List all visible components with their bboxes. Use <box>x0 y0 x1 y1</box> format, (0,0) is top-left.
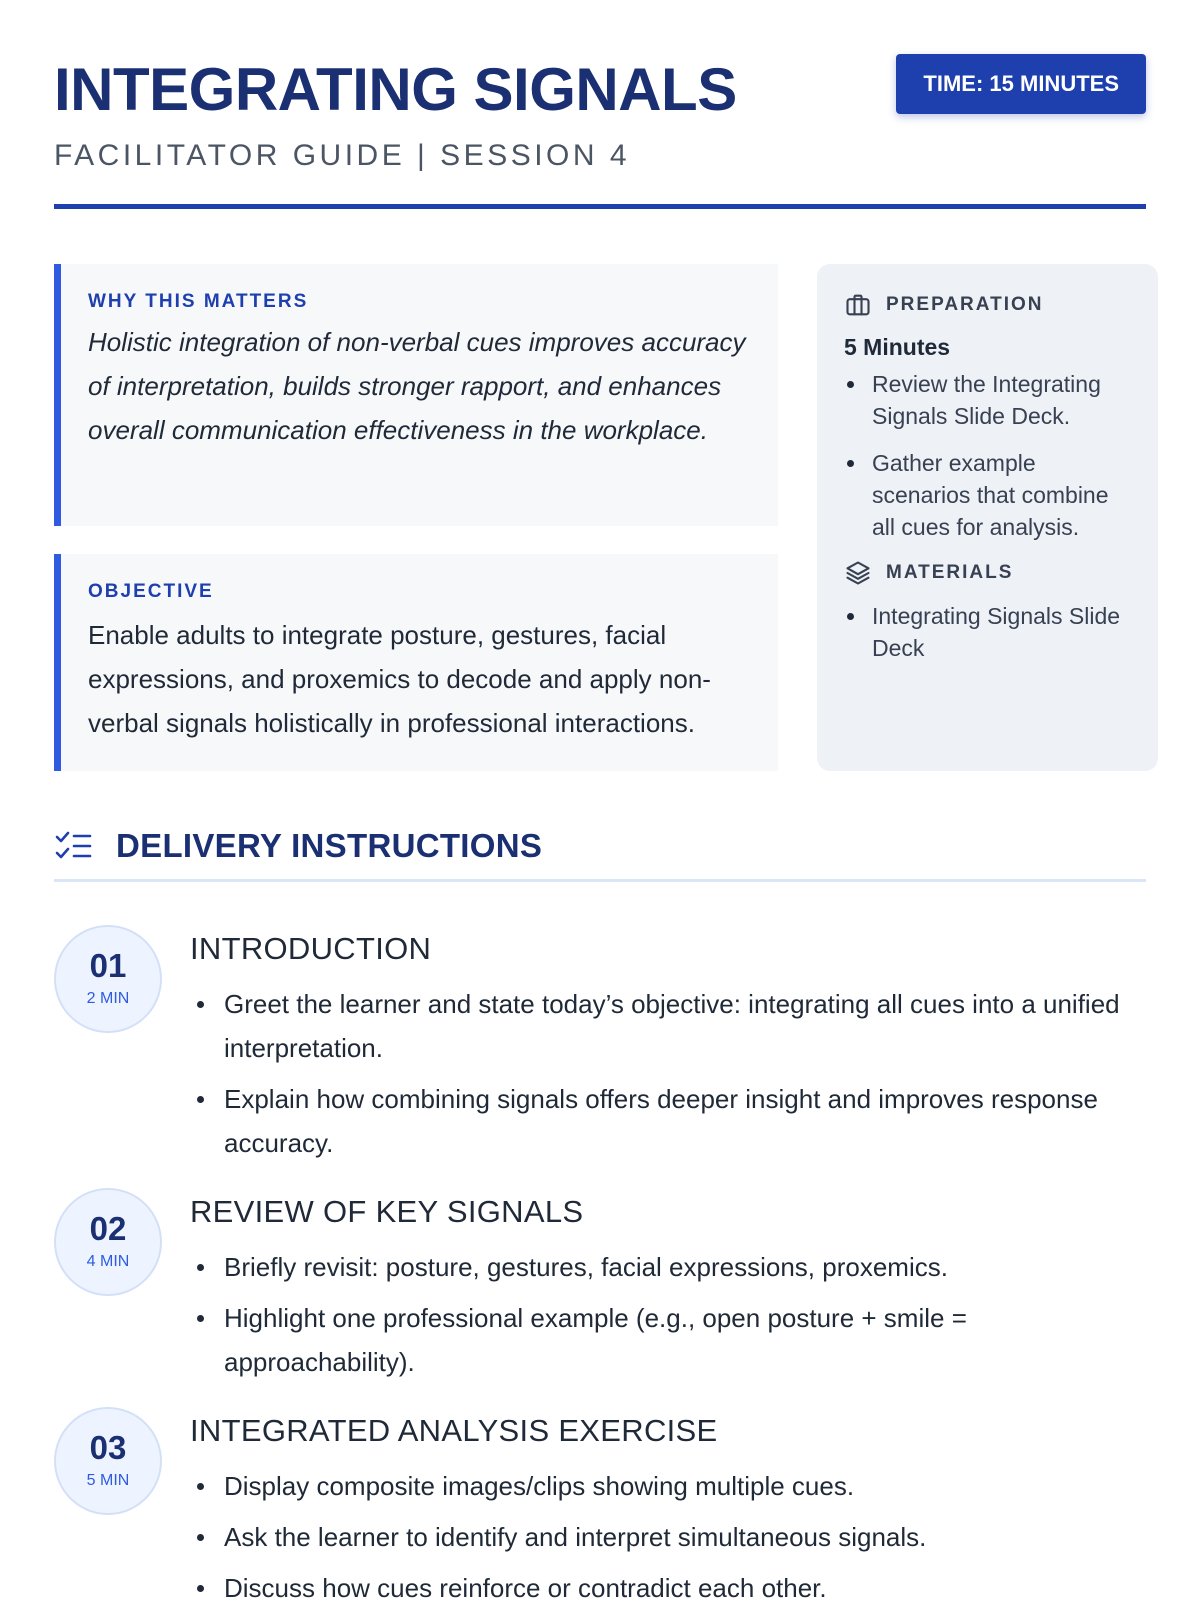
list-item: Explain how combining signals offers deeper insight and improves response accuracy. <box>190 1077 1140 1165</box>
step-duration: 5 MIN <box>86 1472 130 1489</box>
why-this-matters-label: WHY THIS MATTERS <box>88 291 309 312</box>
preparation-heading <box>844 290 1134 320</box>
preparation-list <box>844 368 1134 543</box>
list-item: Review the Integrating Signals Slide Deck. <box>844 368 1134 432</box>
page-subtitle: FACILITATOR GUIDE | SESSION 4 <box>54 139 631 172</box>
preparation-label: PREPARATION <box>886 294 1044 315</box>
step-number: 02 <box>89 1210 127 1247</box>
preparation-duration: 5 Minutes <box>844 334 951 360</box>
why-this-matters-text: Holistic integration of non-verbal cues improves accuracy of interpretation, builds stronger rapport, and enhances overall communication effectiveness in the workplace. <box>88 327 746 445</box>
layers-icon <box>844 559 872 587</box>
delivery-instructions-heading <box>54 826 1146 882</box>
list-item: Briefly revisit: posture, gestures, facial expressions, proxemics. <box>190 1245 1140 1289</box>
objective-label: OBJECTIVE <box>88 581 214 602</box>
step-duration: 2 MIN <box>86 990 130 1007</box>
page-title: INTEGRATING SIGNALS <box>54 56 737 123</box>
step-number: 03 <box>89 1429 127 1466</box>
step-number: 01 <box>89 947 127 984</box>
step-list <box>190 1245 1140 1391</box>
list-item: Discuss how cues reinforce or contradict each other. <box>190 1566 1140 1600</box>
briefcase-icon <box>844 291 872 319</box>
list-item: Highlight one professional example (e.g., open posture + smile = approachability). <box>190 1296 1140 1384</box>
step-duration: 4 MIN <box>86 1253 130 1270</box>
page-header <box>54 54 1146 209</box>
checklist-icon <box>54 828 94 864</box>
preparation-panel <box>817 264 1158 771</box>
list-item: Ask the learner to identify and interpret simultaneous signals. <box>190 1515 1140 1559</box>
step-title: REVIEW OF KEY SIGNALS <box>190 1194 584 1229</box>
step-title: INTRODUCTION <box>190 931 432 966</box>
step-title: INTEGRATED ANALYSIS EXERCISE <box>190 1413 718 1448</box>
materials-label: MATERIALS <box>886 562 1014 583</box>
list-item: Display composite images/clips showing multiple cues. <box>190 1464 1140 1508</box>
materials-list <box>844 600 1134 664</box>
list-item: Gather example scenarios that combine all cues for analysis. <box>844 447 1134 543</box>
step-list <box>190 982 1140 1172</box>
why-this-matters-card <box>54 264 778 526</box>
objective-card <box>54 554 778 771</box>
step-list <box>190 1464 1140 1600</box>
list-item: Integrating Signals Slide Deck <box>844 600 1134 664</box>
list-item: Greet the learner and state today’s objective: integrating all cues into a unified interpretation. <box>190 982 1140 1070</box>
step-badge <box>54 925 162 1033</box>
step-badge <box>54 1407 162 1515</box>
delivery-instructions-title: DELIVERY INSTRUCTIONS <box>116 827 543 864</box>
materials-heading <box>844 558 1134 588</box>
time-badge: TIME: 15 MINUTES <box>896 54 1146 114</box>
objective-text: Enable adults to integrate posture, gestures, facial expressions, and proxemics to decode and apply non-verbal signals holistically in professional interactions. <box>88 620 711 738</box>
step-badge <box>54 1188 162 1296</box>
